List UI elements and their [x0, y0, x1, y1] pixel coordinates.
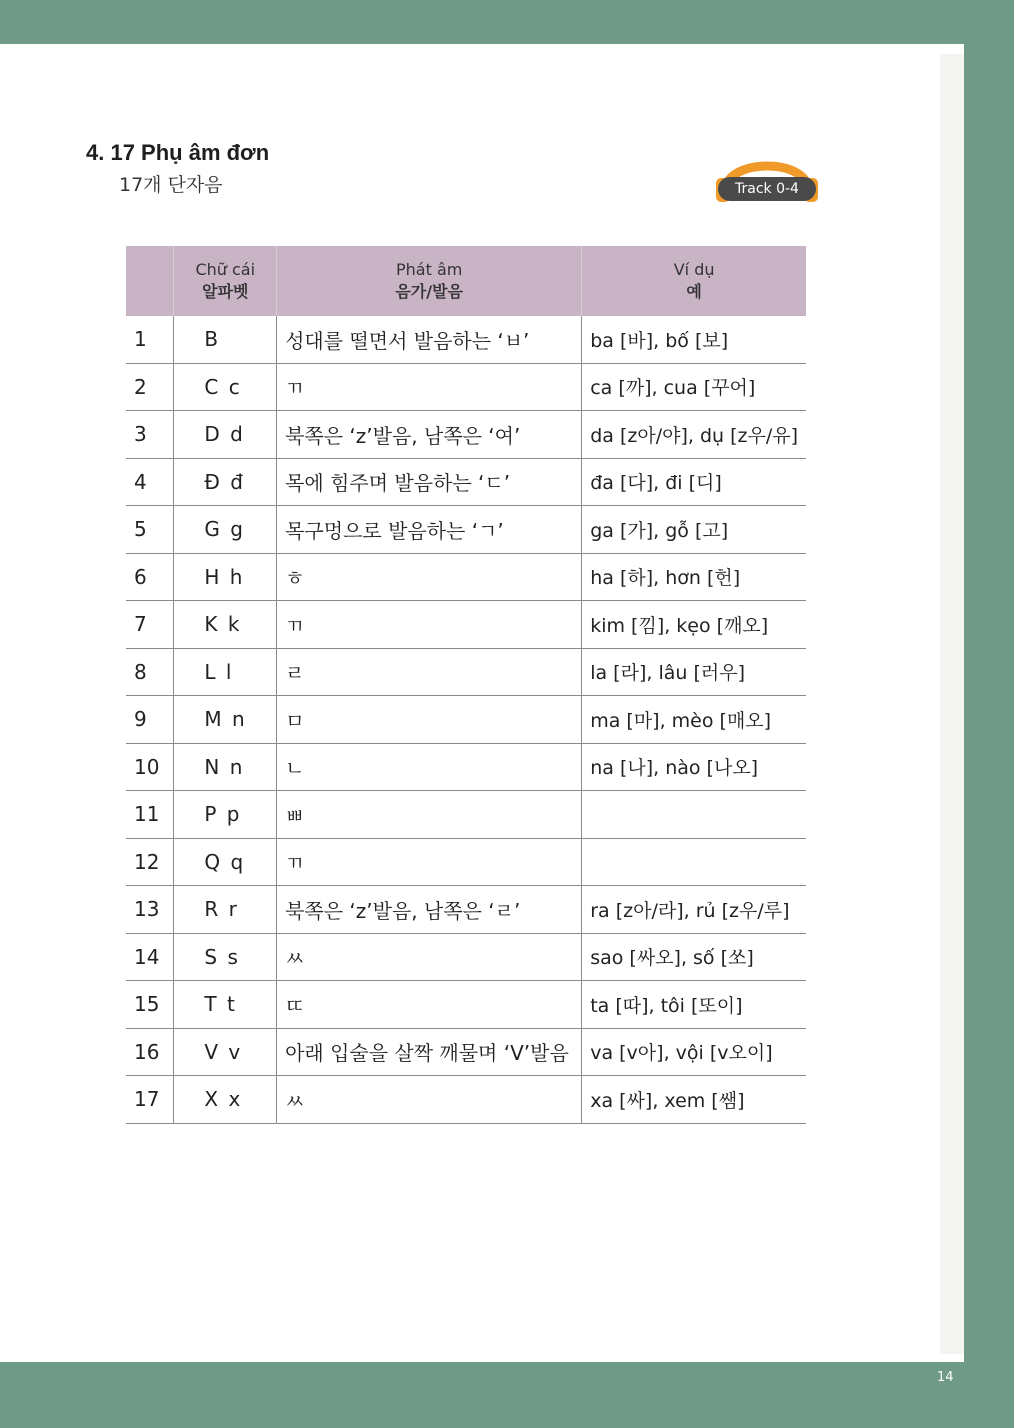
row-letter: X x [174, 1076, 277, 1124]
row-letter: P p [174, 791, 277, 839]
row-example: va [v아], vội [v오이] [582, 1028, 806, 1076]
row-letter: V v [174, 1028, 277, 1076]
row-number: 5 [126, 506, 174, 554]
row-pronunciation: 북쪽은 ‘z’발음, 남쪽은 ‘ㄹ’ [277, 886, 582, 934]
table-row [126, 648, 806, 696]
row-pronunciation: 성대를 떨면서 발음하는 ‘ㅂ’ [277, 316, 582, 363]
header-pronunciation [277, 246, 582, 316]
table-row [126, 1028, 806, 1076]
row-pronunciation: ㅆ [277, 933, 582, 981]
row-pronunciation: ㄲ [277, 838, 582, 886]
row-pronunciation: 북쪽은 ‘z’발음, 남쪽은 ‘여’ [277, 411, 582, 459]
row-example: kim [낌], kẹo [깨오] [582, 601, 806, 649]
table-row [126, 886, 806, 934]
row-number: 13 [126, 886, 174, 934]
row-number: 8 [126, 648, 174, 696]
table-row [126, 743, 806, 791]
row-example: sao [싸오], số [쏘] [582, 933, 806, 981]
consonant-table [126, 246, 806, 1124]
row-letter: G g [174, 506, 277, 554]
table-row [126, 696, 806, 744]
row-pronunciation: ㄹ [277, 648, 582, 696]
row-example: ra [z아/라], rủ [z우/루] [582, 886, 806, 934]
row-number: 15 [126, 981, 174, 1029]
header-letter-ko: 알파벳 [202, 282, 249, 301]
row-example [582, 791, 806, 839]
table-row [126, 411, 806, 459]
row-letter: B [174, 316, 277, 363]
row-number: 7 [126, 601, 174, 649]
row-example: ba [바], bố [보] [582, 316, 806, 363]
row-pronunciation: ㅎ [277, 553, 582, 601]
row-number: 17 [126, 1076, 174, 1124]
table-row [126, 601, 806, 649]
header-example-ko: 예 [686, 282, 702, 301]
row-pronunciation: ㅁ [277, 696, 582, 744]
row-letter: Đ đ [174, 458, 277, 506]
row-number: 3 [126, 411, 174, 459]
header-letter-vi: Chữ cái [195, 260, 256, 279]
table-row [126, 316, 806, 363]
row-number: 11 [126, 791, 174, 839]
row-number: 9 [126, 696, 174, 744]
row-example: ga [가], gỗ [고] [582, 506, 806, 554]
header-pron-vi: Phát âm [395, 260, 463, 279]
row-pronunciation: ㄴ [277, 743, 582, 791]
row-example: da [z아/야], dụ [z우/유] [582, 411, 806, 459]
row-example: đa [다], đi [디] [582, 458, 806, 506]
row-letter: D d [174, 411, 277, 459]
table-row [126, 933, 806, 981]
row-pronunciation: ㄲ [277, 601, 582, 649]
row-number: 6 [126, 553, 174, 601]
section-title: 4. 17 Phụ âm đơn [86, 140, 270, 165]
row-number: 4 [126, 458, 174, 506]
row-pronunciation: 목에 힘주며 발음하는 ‘ㄷ’ [277, 458, 582, 506]
row-number: 12 [126, 838, 174, 886]
row-letter: H h [174, 553, 277, 601]
row-number: 10 [126, 743, 174, 791]
row-example: ca [까], cua [꾸어] [582, 363, 806, 411]
row-example: la [라], lâu [러우] [582, 648, 806, 696]
table-row [126, 458, 806, 506]
row-letter: Q q [174, 838, 277, 886]
row-example: ta [따], tôi [또이] [582, 981, 806, 1029]
row-pronunciation: ㅆ [277, 1076, 582, 1124]
row-number: 16 [126, 1028, 174, 1076]
header-letter [174, 246, 277, 316]
table-row [126, 981, 806, 1029]
header-number [126, 246, 174, 316]
row-pronunciation: ㅃ [277, 791, 582, 839]
row-letter: K k [174, 601, 277, 649]
table-header-row [126, 246, 806, 316]
row-number: 14 [126, 933, 174, 981]
table-row [126, 553, 806, 601]
row-example: ha [하], hơn [헌] [582, 553, 806, 601]
row-letter: M n [174, 696, 277, 744]
header-example [582, 246, 806, 316]
table-row [126, 1076, 806, 1124]
row-number: 2 [126, 363, 174, 411]
track-label: Track 0-4 [718, 177, 816, 201]
table-row [126, 363, 806, 411]
row-pronunciation: ㄸ [277, 981, 582, 1029]
row-letter: S s [174, 933, 277, 981]
table-row [126, 838, 806, 886]
table-row [126, 791, 806, 839]
row-number: 1 [126, 316, 174, 363]
section-subtitle: 17개 단자음 [119, 174, 223, 196]
row-example: na [나], nào [나오] [582, 743, 806, 791]
header-example-vi: Ví dụ [673, 260, 715, 279]
row-example: xa [싸], xem [쌤] [582, 1076, 806, 1124]
row-letter: L l [174, 648, 277, 696]
header-pron-ko: 음가/발음 [395, 282, 463, 301]
row-pronunciation: 목구멍으로 발음하는 ‘ㄱ’ [277, 506, 582, 554]
row-letter: C c [174, 363, 277, 411]
table-row [126, 506, 806, 554]
row-letter: R r [174, 886, 277, 934]
page-edge [940, 54, 964, 1354]
row-pronunciation: ㄲ [277, 363, 582, 411]
audio-track[interactable] [712, 140, 822, 210]
page-number: 14 [937, 1370, 954, 1385]
row-letter: N n [174, 743, 277, 791]
row-example: ma [마], mèo [매오] [582, 696, 806, 744]
row-letter: T t [174, 981, 277, 1029]
row-pronunciation: 아래 입술을 살짝 깨물며 ‘V’발음 [277, 1028, 582, 1076]
row-example [582, 838, 806, 886]
